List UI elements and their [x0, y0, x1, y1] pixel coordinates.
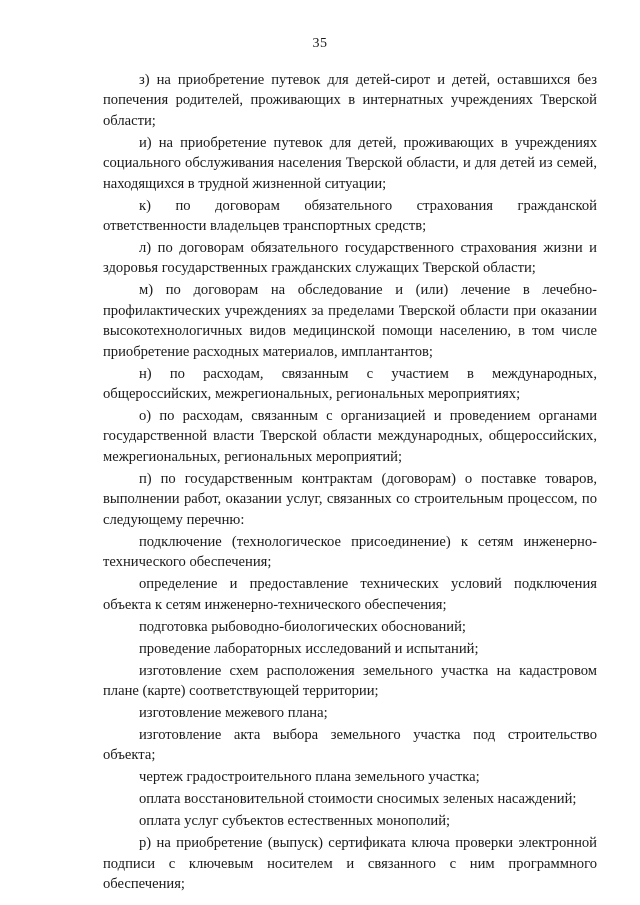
paragraph-l: л) по договорам обязательного государственного страхования жизни и здоровья государственных гражданских служащих Тверской области;	[103, 240, 597, 277]
list-item-fish-biological: подготовка рыбоводно-биологических обоснований;	[139, 618, 466, 635]
list-item-monopoly-services: оплата услуг субъектов естественных монополий;	[139, 813, 451, 830]
paragraph-p: п) по государственным контрактам (договорам) о поставке товаров, выполнении работ, оказании услуг, связанных со строительным процессом, по следующему перечню:	[103, 470, 597, 528]
list-item-cadastral-scheme: изготовление схем расположения земельного участка на кадастровом плане (карте) соответствующей территории;	[103, 662, 597, 699]
paragraph-k: к) по договорам обязательного страхования гражданской ответственности владельцев транспортных средств;	[103, 197, 597, 235]
list-item-connection: подключение (технологическое присоединение) к сетям инженерно-технического обеспечения;	[103, 533, 597, 571]
document-body	[103, 70, 597, 896]
paragraph-i: и) на приобретение путевок для детей, проживающих в учреждениях социального обслуживания населения Тверской области, и для детей из семей, находящихся в трудной жизненной ситуации;	[103, 134, 597, 192]
list-item-boundary-plan: изготовление межевого плана;	[139, 704, 328, 721]
list-item-laboratory: проведение лабораторных исследований и испытаний;	[139, 640, 479, 657]
list-item-urban-plan-drawing: чертеж градостроительного плана земельного участка;	[139, 769, 480, 786]
paragraph-o: о) по расходам, связанным с организацией и проведением органами государственной власти Тверской области международных, общероссийских, межрегиональных, региональных мероприятий;	[103, 408, 597, 465]
paragraph-m: м) по договорам на обследование и (или) лечение в лечебно-профилактических учреждениях за пределами Тверской области при оказании высокотехнологичных видов медицинской помощи населению, в том числе приобретение расходных материалов, имплантантов;	[103, 282, 597, 360]
page-number: 35	[312, 36, 328, 51]
list-item-technical-conditions: определение и предоставление технических условий подключения объекта к сетям инженерно-технического обеспечения;	[103, 576, 597, 613]
paragraph-z: з) на приобретение путевок для детей-сирот и детей, оставшихся без попечения родителей, проживающих в интернатных учреждениях Тверской области;	[103, 72, 597, 129]
list-item-green-compensation: оплата восстановительной стоимости сносимых зеленых насаждений;	[139, 791, 577, 808]
paragraph-n: н) по расходам, связанным с участием в международных, общероссийских, межрегиональных, региональных мероприятиях;	[103, 365, 597, 403]
paragraph-r: р) на приобретение (выпуск) сертификата ключа проверки электронной подписи с ключевым носителем и связанного с ним программного обеспечения;	[103, 835, 597, 893]
list-item-site-selection-act: изготовление акта выбора земельного участка под строительство объекта;	[103, 726, 597, 764]
